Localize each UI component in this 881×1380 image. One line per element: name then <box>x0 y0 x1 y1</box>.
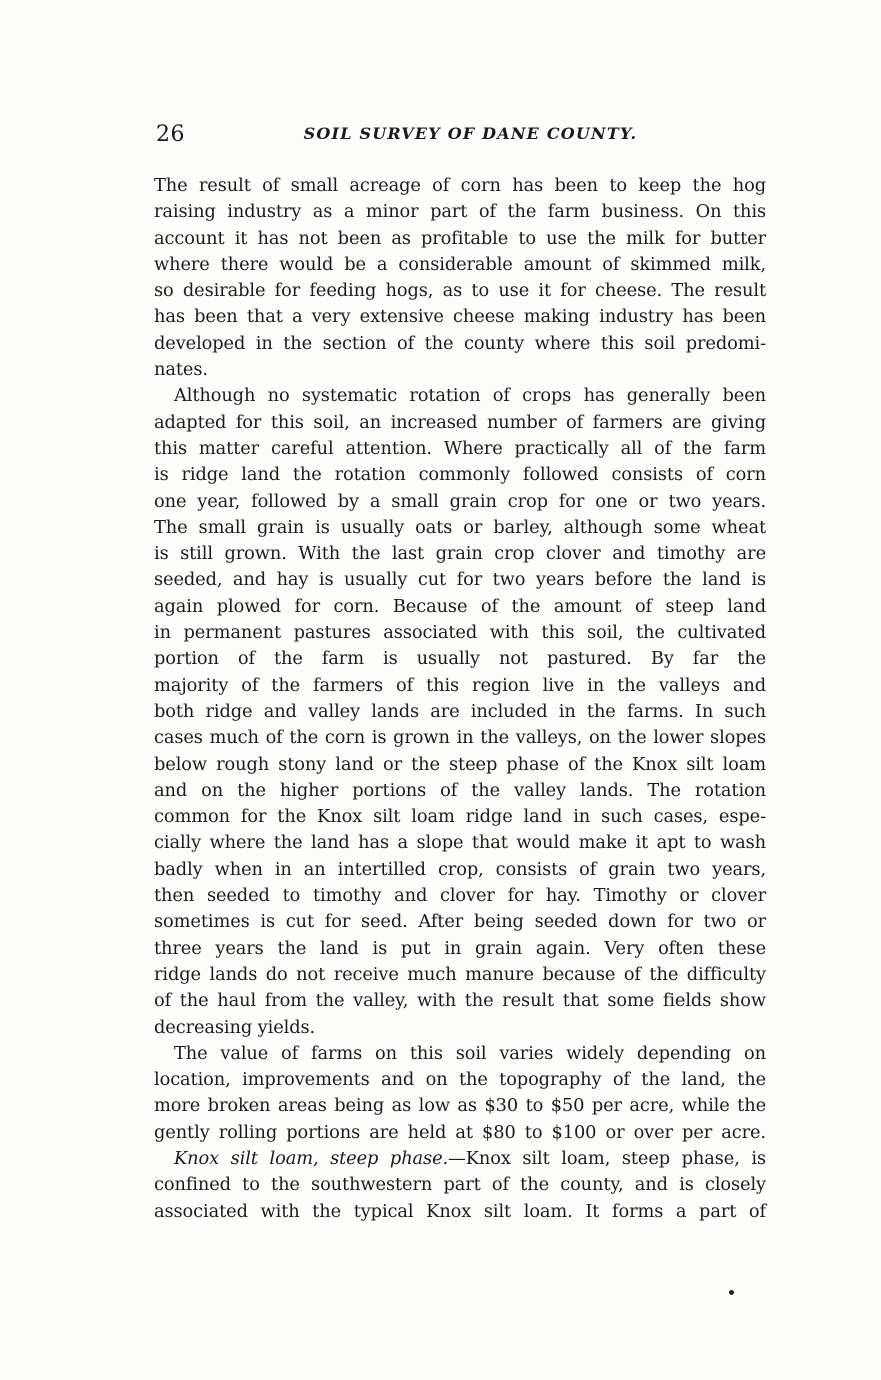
section-steep-phase <box>154 1146 766 1225</box>
text-line: has been that a very extensive cheese making industry has been <box>154 306 766 328</box>
section-first-line: —Knox silt loam, steep phase, is <box>448 1147 766 1169</box>
text-line: again plowed for corn. Because of the amount of steep land <box>154 595 766 617</box>
text-line: confined to the southwestern part of the county, and is closely <box>154 1174 766 1196</box>
text-line: badly when in an intertilled crop, consists of grain two years, <box>154 858 766 880</box>
text-line: raising industry as a minor part of the farm business. On this <box>154 201 766 223</box>
text-line: below rough stony land or the steep phase of the Knox silt loam <box>154 753 766 775</box>
text-line: developed in the section of the county where this soil predomi- <box>154 332 766 354</box>
text-line: seeded, and hay is usually cut for two years before the land is <box>154 569 766 591</box>
text-line: Although no systematic rotation of crops has generally been <box>174 385 766 407</box>
section-heading: Knox silt loam, steep phase. <box>174 1147 449 1169</box>
text-line: three years the land is put in grain again. Very often these <box>154 937 766 959</box>
text-line: cases much of the corn is grown in the valleys, on the lower slopes <box>154 727 766 749</box>
text-line: The result of small acreage of corn has been to keep the hog <box>154 175 766 196</box>
text-line: this matter careful attention. Where practically all of the farm <box>154 437 766 459</box>
text-line: then seeded to timothy and clover for hay. Timothy or clover <box>154 885 766 907</box>
text-line: The small grain is usually oats or barley, although some wheat <box>154 516 766 538</box>
text-line: both ridge and valley lands are included in the farms. In such <box>154 700 766 722</box>
text-line: and on the higher portions of the valley lands. The rotation <box>154 779 766 801</box>
text-line: in permanent pastures associated with this soil, the cultivated <box>154 622 766 644</box>
body-text <box>154 173 766 1225</box>
text-line: sometimes is cut for seed. After being seeded down for two or <box>154 911 766 933</box>
text-line <box>154 1146 766 1172</box>
paragraph-1 <box>154 173 766 383</box>
text-line: is ridge land the rotation commonly followed consists of corn <box>154 464 766 486</box>
text-line: is still grown. With the last grain crop clover and timothy are <box>154 543 766 565</box>
text-line: cially where the land has a slope that would make it apt to wash <box>154 832 766 854</box>
paragraph-3 <box>154 1041 766 1146</box>
text-line: ridge lands do not receive much manure because of the difficulty <box>154 963 766 985</box>
text-line: majority of the farmers of this region live in the valleys and <box>154 674 766 696</box>
paragraph-2 <box>154 383 766 1040</box>
text-line: The value of farms on this soil varies widely depending on <box>174 1042 766 1064</box>
text-line: nates. <box>154 359 208 381</box>
text-line: common for the Knox silt loam ridge land in such cases, espe- <box>154 806 766 828</box>
text-line: one year, followed by a small grain crop for one or two years. <box>154 490 766 512</box>
text-line: associated with the typical Knox silt loam. It forms a part of <box>154 1200 766 1222</box>
text-line: so desirable for feeding hogs, as to use it for cheese. The result <box>154 280 766 302</box>
page-number: 26 <box>156 122 185 147</box>
text-line: of the haul from the valley, with the result that some fields show <box>154 990 766 1012</box>
text-line: account it has not been as profitable to use the milk for butter <box>154 227 766 249</box>
text-line: where there would be a considerable amount of skimmed milk, <box>154 253 766 275</box>
ink-speck <box>729 1290 734 1295</box>
text-line: more broken areas being as low as $30 to $50 per acre, while the <box>154 1095 766 1117</box>
text-line: location, improvements and on the topography of the land, the <box>154 1069 766 1091</box>
text-line: decreasing yields. <box>154 1016 316 1038</box>
text-line: adapted for this soil, an increased number of farmers are giving <box>154 411 766 433</box>
running-head: SOIL SURVEY OF DANE COUNTY. <box>303 124 638 143</box>
text-line: gently rolling portions are held at $80 to $100 or over per acre. <box>154 1121 766 1143</box>
text-line: portion of the farm is usually not pastured. By far the <box>154 648 766 670</box>
